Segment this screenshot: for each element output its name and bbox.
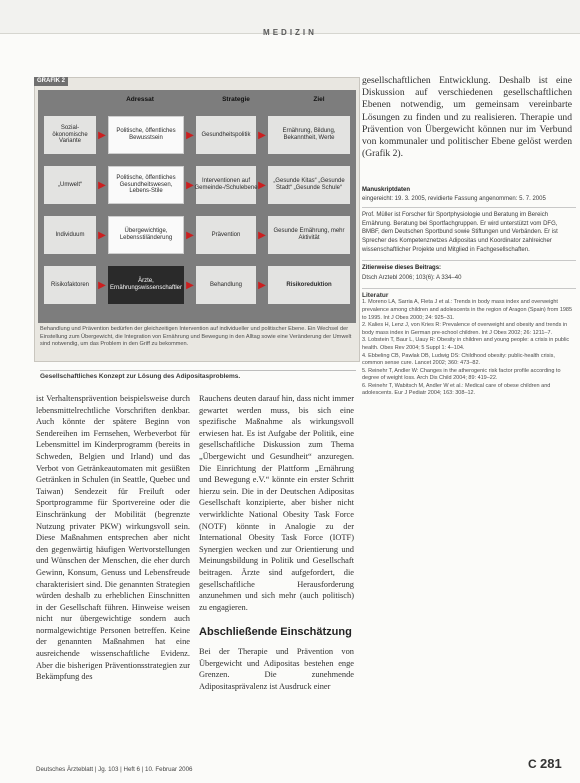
conflict-of-interest: Prof. Müller ist Forscher für Sportphysiologie und Beratung im Bereich Ernährung. Beratung bei Sportfachgruppen. Er wird unterstützt vom DFG, BMBF, dem Deutschen Sportbund sowie Stiftungen und Verbänden. Er ist Sprecher des Kompetenznetzes Adipositas und Koordinator zahlreicher wissenschaftlicher Projekte und Mitglied in Fachgesellschaften. (362, 212, 558, 253)
arrow-icon: ▶ (98, 229, 106, 241)
body-column-middle-after: Bei der Therapie und Prävention von Übergewicht und Adipositas bestehen enge Grenzen. Die zunehmende Adipositasprävalenz ist Ausdruck einer (199, 647, 354, 691)
figure-subtitle: Gesellschaftliches Konzept zur Lösung des Adipositasproblems. (40, 370, 356, 380)
references-title: Literatur (362, 292, 389, 300)
manuscript-label: Manuskriptdaten (362, 187, 411, 193)
citation-label: Zitierweise dieses Beitrags: (362, 265, 442, 272)
reference-item: 6. Reinehr T, Wabitsch M, Andler W et al.: Medical care of obese children and adolescents. Eur J Pediatr 2004; 163: 308–12. (362, 382, 551, 397)
manuscript-dates: eingereicht: 19. 3. 2005, revidierte Fassung angenommen: 5. 7. 2005 (362, 195, 546, 202)
arrow-icon: ▶ (258, 229, 266, 241)
arrow-icon: ▶ (98, 129, 106, 141)
figure-tab: GRAFIK 2 (34, 77, 68, 86)
diagram-adressat-3: Individuum (44, 216, 96, 254)
concept-diagram (38, 90, 356, 323)
diagram-strategy-box-3: Übergewichtige, Lebensstiländerung (108, 216, 184, 254)
diagram-adressat-1: Sozial-ökonomische Variante (44, 116, 96, 154)
arrow-icon: ▶ (258, 179, 266, 191)
diagram-strategy-4: Behandlung (196, 266, 256, 304)
body-column-middle: Rauchens deuten darauf hin, dass nicht immer gewartet werden muss, bis sich eine spezifische Maßnahme als wirkungsvoll erwiesen hat. Es ist Aufgabe der Politik, eine gesellschaftliche Diskussion zum Thema „Übergewicht und Gesundheit“ anzuregen. Die Einrichtung der Plattform „Ernährung und Bewegung e.V.“ könnte ein erster Schritt hierzu sein. Die in der Deutschen Adipositas Gesellschaft konzipierte, aber bisher nicht verwirklichte National Obesity Task Force (NOTF) könnte in Analogie zu der International Obesity Task Force (IOTF) Synergien wecken und zur Orientierung und Meinungsbildung in Politik und Gesellschaft beitragen. Ärzte sind aufgefordert, die gesellschaftliche Herausforderung anzunehmen und sich mehr (auch politisch) zu engagieren. (199, 394, 354, 612)
arrow-icon: ▶ (186, 179, 194, 191)
arrow-icon: ▶ (98, 179, 106, 191)
diagram-strategy-box-1: Politische, öffentliches Bewusstsein (108, 116, 184, 154)
diagram-strategy-1: Gesundheitspolitik (196, 116, 256, 154)
section-title: MEDIZIN (263, 28, 317, 37)
figure-caption: Behandlung und Prävention bedürfen der gleichzeitigen Intervention auf individueller und politischer Ebene. Ein Wechsel der Einstellung zum Übergewicht, die Integration von Ernährung und Bewegung in den Alltag sowie eine Veränderung der Umwelt sind notwendig, um das Problem in den Griff zu bekommen. (40, 326, 352, 348)
diagram-strategy-box-4: Ärzte, Ernährungswissenschaftler (108, 266, 184, 304)
diagram-adressat-2: „Umwelt“ (44, 166, 96, 204)
arrow-icon: ▶ (186, 279, 194, 291)
manuscript-data (362, 186, 576, 195)
reference-item: 3. Lobstein T, Baur L, Uauy R: Obesity in children and young people: a crisis in public health. Obes Rev 2004; 5 Suppl 1: 4–104. (362, 337, 570, 351)
references-list (362, 299, 576, 398)
arrow-icon: ▶ (258, 279, 266, 291)
reference-item: 5. Reinehr T, Andler W: Changes in the atherogenic risk factor profile according to degree of weight loss. Arch Dis Child 2004; 89: 419–22. (362, 367, 561, 382)
arrow-icon: ▶ (258, 129, 266, 141)
diagram-adressat-4: Risikofaktoren (44, 266, 96, 304)
column-header-strategie: Strategie (222, 96, 250, 103)
diagram-goal-3: Gesunde Ernährung, mehr Aktivität (268, 216, 350, 254)
arrow-icon: ▶ (186, 129, 194, 141)
page-prefix: C (528, 757, 537, 771)
column-header-adressat: Adressat (126, 96, 154, 103)
page-number: 281 (540, 756, 562, 771)
side-info-box (362, 186, 580, 398)
arrow-icon: ▶ (98, 279, 106, 291)
page-footer: Deutsches Ärzteblatt | Jg. 103 | Heft 6 | 10. Februar 2006 (36, 766, 193, 773)
column-header-ziel: Ziel (313, 96, 325, 103)
reference-item: 2. Kalies H, Lenz J, von Kries R: Prevalence of overweight and obesity and trends in body mass index in German pre-school children. Int J Obes 2002; 26: 1211–7. (362, 322, 568, 336)
diagram-strategy-2: Interventionen auf Gemeinde-/Schulebene (196, 166, 256, 204)
reference-item: 1. Moreno LA, Sarria A, Fleta J et al.: Trends in body mass index and overweight prevalence among children and adolescents in the region of Aragon (Spain) from 1985 to 1995. Int J Obes 2000; 24: 925–31. (362, 299, 573, 321)
right-column-intro: gesellschaftlichen Entwicklung. Deshalb ist eine Diskussion auf verschiedenen gesellschaftlichen Ebenen notwendig, um gemeinsam vereinbarte Lösungen zu finden und zu realisieren. Therapie und Prävention von Übergewicht können nur im Verbund von kommunaler und politischer Ebene gelöst werden (Grafik 2). (362, 75, 572, 160)
diagram-goal-2: „Gesunde Kitas“ „Gesunde Stadt“ „Gesunde Schule“ (268, 166, 350, 204)
reference-item: 4. Ebbeling CB, Pawlak DB, Ludwig DS: Childhood obesity: public-health crisis, common sense cure. Lancet 2002; 360: 473–82. (362, 352, 555, 367)
diagram-strategy-box-2: Politische, öffentliches Gesundheitswesen, Lebens-Stile (108, 166, 184, 204)
arrow-icon: ▶ (186, 229, 194, 241)
body-column-left: ist Verhaltensprävention beispielsweise durch lebensmittelrechtliche Vorschriften denkbar. Auch könnte der spätere Beginn von Sendereihen im Fernsehen, Werbeverbot für Lebensmittel im Kinderprogramm (bereits in Schweden, Belgien und Irland) und das Verbot von Getränkeautomaten mit gesüßten Getränken in Schulen (in Seattle, Quebec und Taiwan) Sendezeit für Freiluft oder Sportprogramme für Sportvereine oder die Einschränkung der Mobilität (begrenzte Nutzung privater PKW) wirkungsvoll sein. Diese Maßnahmen entsprechen aber nicht den gegenwärtig häufigen Wertvorstellungen und Wünschen der Menschen, die eher durch Gewinn, Konsum, Genuss und Lebensfreude charakterisiert sind. Die genannten Strategien würden deshalb zu erheblichen Einschnitten in der Gesellschaft führen. Hinweise weisen nicht nur übergewichtige sondern auch normalgewichtige Personen betreffen. Keine der genannten Maßnahmen hat eine ausreichende wissenschaftliche Evidenz. Aber die bisherigen Präventionsstrategien zur Bekämpfung des (36, 394, 190, 682)
citation-text: Dtsch Arztebl 2006; 103(6): A 334–40 (362, 274, 462, 281)
section-heading: Abschließende Einschätzung (199, 626, 352, 638)
diagram-strategy-3: Prävention (196, 216, 256, 254)
diagram-goal-4: Risikoreduktion (268, 266, 350, 304)
diagram-goal-1: Ernährung, Bildung, Bekanntheit, Werte (268, 116, 350, 154)
